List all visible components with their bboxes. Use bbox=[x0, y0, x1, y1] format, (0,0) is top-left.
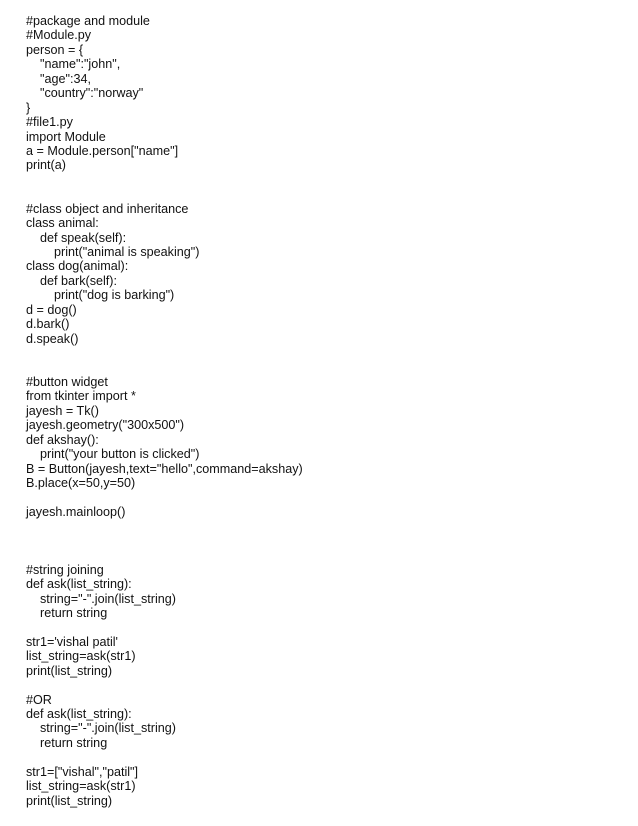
code-line: list_string=ask(str1) bbox=[26, 779, 136, 794]
blank-line bbox=[26, 678, 616, 692]
code-line: def ask(list_string): bbox=[26, 707, 132, 721]
blank-line bbox=[26, 620, 616, 634]
code-line: #string joining bbox=[26, 562, 104, 577]
code-line: "age":34, bbox=[40, 71, 91, 86]
code-line: jayesh.mainloop() bbox=[26, 504, 126, 519]
code-line: } bbox=[26, 100, 31, 115]
code-line: class animal: bbox=[26, 216, 99, 231]
code-line: print(list_string) bbox=[26, 663, 113, 678]
code-line: string="-".join(list_string) bbox=[40, 591, 176, 606]
code-line: print("animal is speaking") bbox=[54, 245, 200, 259]
code-line: #file1.py bbox=[26, 115, 73, 130]
code-line: B.place(x=50,y=50) bbox=[26, 476, 136, 490]
code-line: "country":"norway" bbox=[40, 86, 144, 101]
code-line: def ask(list_string): bbox=[26, 577, 132, 592]
code-line: #Module.py bbox=[26, 28, 92, 43]
document-page bbox=[26, 14, 616, 808]
code-line: print(a) bbox=[26, 158, 66, 173]
code-line: import Module bbox=[26, 129, 106, 144]
blank-line bbox=[26, 534, 616, 548]
code-line: d.bark() bbox=[26, 317, 70, 332]
code-line: #OR bbox=[26, 692, 52, 707]
code-line: str1=["vishal","patil"] bbox=[26, 764, 139, 779]
code-line: #package and module bbox=[26, 14, 150, 28]
code-line: B = Button(jayesh,text="hello",command=akshay) bbox=[26, 461, 303, 476]
code-line: jayesh = Tk() bbox=[26, 403, 99, 418]
code-line: list_string=ask(str1) bbox=[26, 649, 136, 664]
code-line: "name":"john", bbox=[40, 57, 121, 72]
code-line: def bark(self): bbox=[40, 273, 117, 288]
code-line: str1='vishal patil' bbox=[26, 634, 118, 649]
code-line: d = dog() bbox=[26, 302, 77, 317]
code-line: a = Module.person["name"] bbox=[26, 143, 179, 158]
code-line: def akshay(): bbox=[26, 432, 99, 447]
blank-line bbox=[26, 173, 616, 187]
code-line: def speak(self): bbox=[40, 230, 127, 245]
blank-line bbox=[26, 548, 616, 562]
code-line: print(list_string) bbox=[26, 793, 113, 808]
code-line: print("your button is clicked") bbox=[40, 447, 200, 462]
code-line: from tkinter import * bbox=[26, 389, 136, 404]
code-line: class dog(animal): bbox=[26, 259, 129, 274]
blank-line bbox=[26, 361, 616, 375]
code-line: return string bbox=[40, 735, 108, 750]
blank-line bbox=[26, 187, 616, 201]
code-line: d.speak() bbox=[26, 331, 79, 346]
code-line: print("dog is barking") bbox=[54, 288, 175, 303]
code-line: return string bbox=[40, 605, 108, 620]
blank-line bbox=[26, 519, 616, 533]
code-line: person = { bbox=[26, 42, 84, 57]
blank-line bbox=[26, 750, 616, 764]
blank-line bbox=[26, 490, 616, 504]
code-line: jayesh.geometry("300x500") bbox=[26, 418, 185, 433]
code-line: #button widget bbox=[26, 374, 108, 389]
code-line: #class object and inheritance bbox=[26, 201, 189, 216]
code-line: string="-".join(list_string) bbox=[40, 721, 176, 736]
blank-line bbox=[26, 346, 616, 360]
